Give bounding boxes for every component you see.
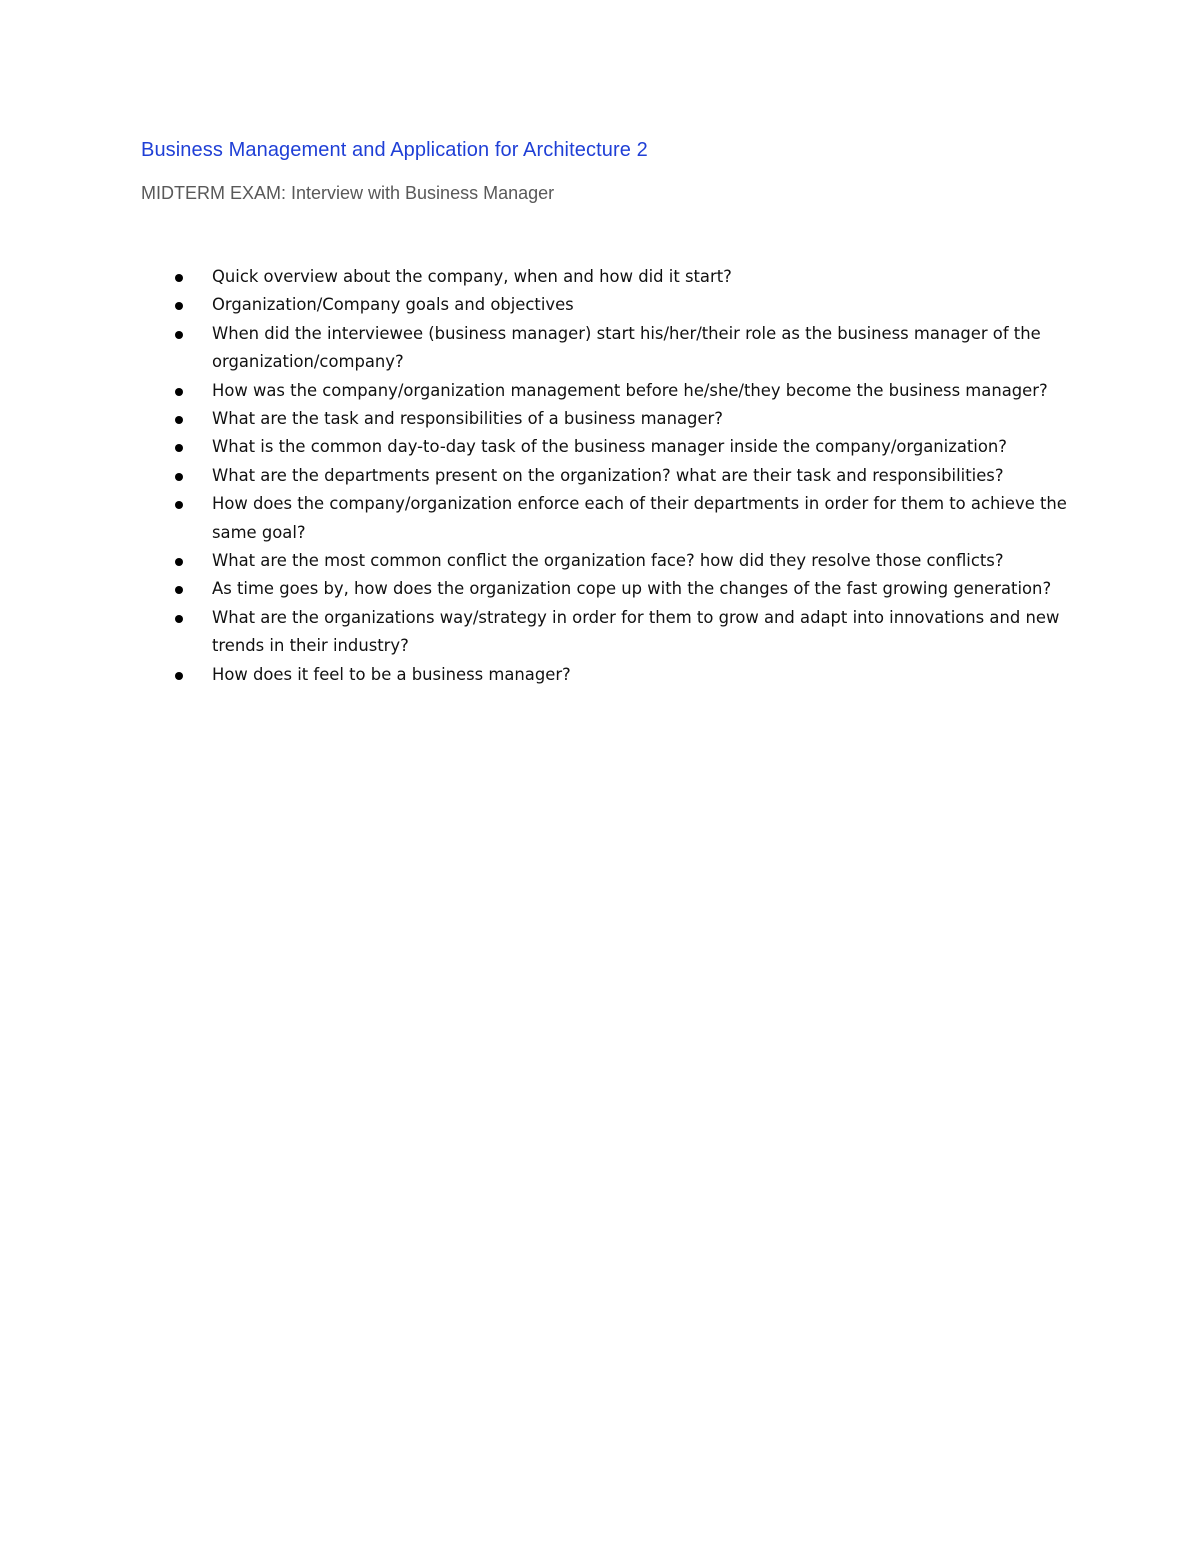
list-item (172, 291, 1072, 319)
bullet-icon (175, 501, 183, 509)
list-item (172, 604, 1072, 661)
list-item (172, 490, 1072, 547)
bullet-icon (175, 274, 183, 282)
question-text: What are the most common conflict the organization face? how did they resolve those conflicts? (212, 551, 1004, 571)
bullet-icon (175, 416, 183, 424)
list-item (172, 405, 1072, 433)
document-subtitle: MIDTERM EXAM: Interview with Business Manager (141, 183, 555, 203)
bullet-icon (175, 558, 183, 566)
bullet-icon (175, 615, 183, 623)
list-item (172, 575, 1072, 603)
bullet-icon (175, 473, 183, 481)
question-text: As time goes by, how does the organization cope up with the changes of the fast growing generation? (212, 579, 1052, 599)
question-text: What are the departments present on the organization? what are their task and responsibilities? (212, 465, 1004, 485)
question-text: Quick overview about the company, when and how did it start? (212, 267, 732, 286)
list-item (172, 433, 1072, 461)
document-title: Business Management and Application for Architecture 2 (141, 139, 648, 161)
question-list (172, 263, 1072, 689)
question-text: What are the organizations way/strategy in order for them to grow and adapt into innovations and new trends in their industry? (212, 607, 1060, 656)
bullet-icon (175, 444, 183, 452)
bullet-icon (175, 672, 183, 680)
list-item (172, 377, 1072, 405)
question-text: What are the task and responsibilities of a business manager? (212, 409, 723, 429)
list-item (172, 462, 1072, 490)
bullet-icon (175, 388, 183, 396)
question-text: How does it feel to be a business manager? (212, 664, 571, 684)
bullet-icon (175, 586, 183, 594)
list-item (172, 263, 1072, 291)
question-text: How does the company/organization enforce each of their departments in order for them to achieve the same goal? (212, 494, 1067, 542)
question-text: When did the interviewee (business manager) start his/her/their role as the business manager of the organization/company? (212, 323, 1041, 372)
question-text: What is the common day-to-day task of the business manager inside the company/organization? (212, 437, 1007, 457)
list-item (172, 661, 1072, 689)
question-text: How was the company/organization management before he/she/they become the business manager? (212, 380, 1048, 400)
bullet-icon (175, 331, 183, 339)
question-text: Organization/Company goals and objectives (212, 295, 574, 315)
bullet-icon (175, 302, 183, 310)
list-item (172, 320, 1072, 377)
list-item (172, 547, 1072, 575)
